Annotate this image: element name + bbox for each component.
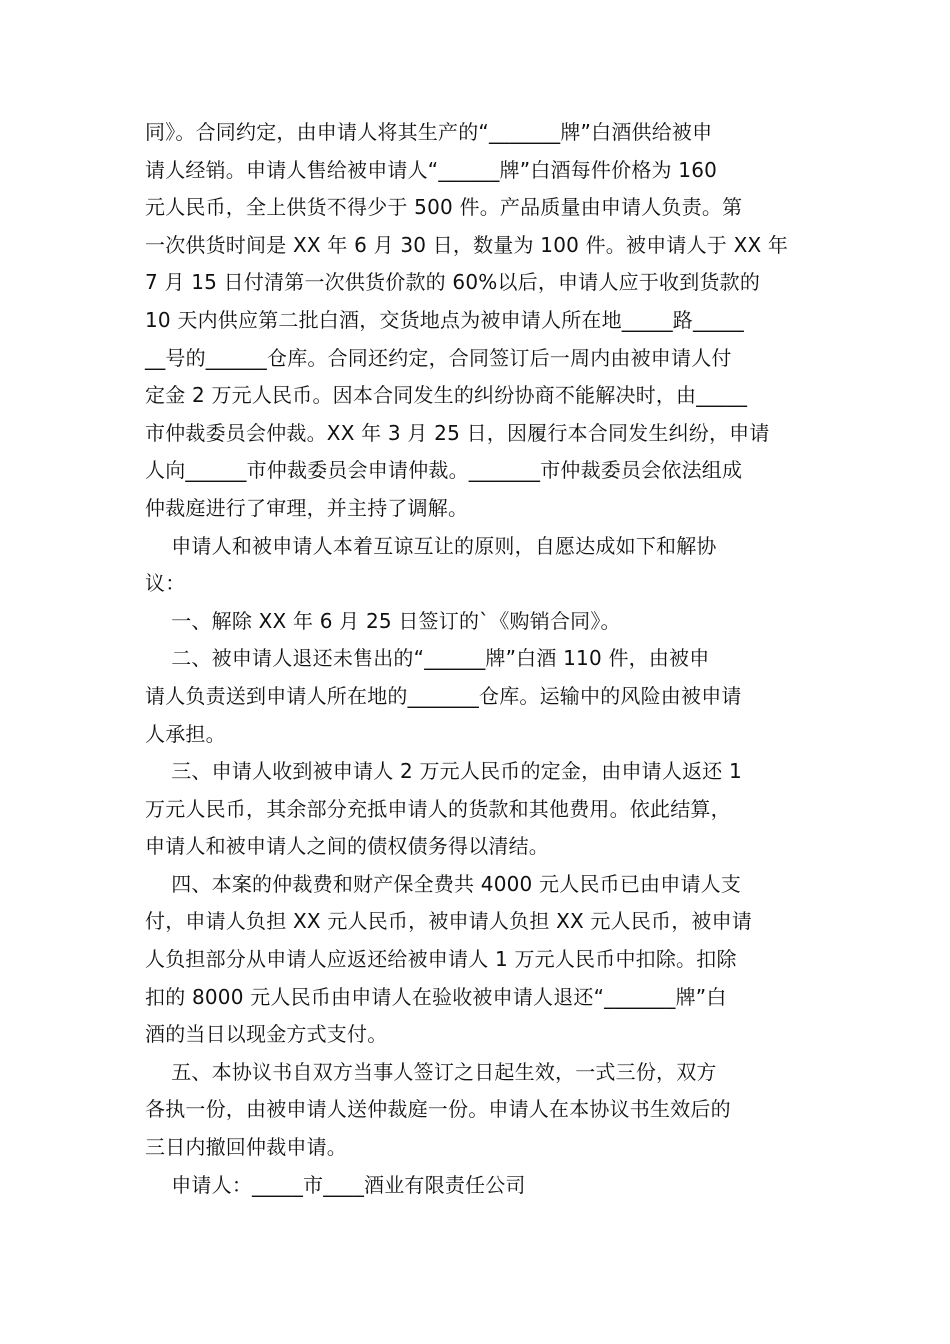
text-line: 元人民币，全上供货不得少于 500 件。产品质量由申请人负责。第 (145, 195, 743, 220)
text-line: 人负担部分从申请人应返还给被申请人 1 万元人民币中扣除。扣除 (145, 947, 737, 972)
text-line: 7 月 15 日付清第一次供货价款的 60%以后，申请人应于收到货款的 (145, 270, 761, 295)
text-line: 二、被申请人退还未售出的“______牌”白酒 110 件，由被申 (145, 646, 710, 671)
text-line: 五、本协议书自双方当事人签订之日起生效，一式三份，双方 (145, 1059, 717, 1084)
text-line: 仲裁庭进行了审理，并主持了调解。 (145, 495, 469, 520)
agreement-text (145, 114, 810, 1204)
text-line: 三日内撤回仲裁申请。 (145, 1135, 347, 1160)
text-line: 申请人和被申请人之间的债权债务得以清结。 (145, 834, 549, 859)
text-line: 酒的当日以现金方式支付。 (145, 1022, 388, 1047)
text-line: 申请人：_____市____酒业有限责任公司 (145, 1172, 526, 1197)
text-line: 各执一份，由被申请人送仲裁庭一份。申请人在本协议书生效后的 (145, 1097, 731, 1122)
text-line: 付，申请人负担 XX 元人民币，被申请人负担 XX 元人民币，被申请 (145, 909, 753, 934)
text-line: 人承担。 (145, 721, 226, 746)
text-line: 三、申请人收到被申请人 2 万元人民币的定金，由申请人返还 1 (145, 759, 742, 784)
text-line: 一、解除 XX 年 6 月 25 日签订的`《购销合同》。 (145, 608, 621, 633)
text-line: 请人经销。申请人售给被申请人“______牌”白酒每件价格为 160 (145, 157, 718, 182)
text-line: 市仲裁委员会仲裁。XX 年 3 月 25 日，因履行本合同发生纠纷，申请 (145, 420, 770, 445)
text-line: 10 天内供应第二批白酒，交货地点为被申请人所在地_____路_____ (145, 307, 745, 332)
text-line: 定金 2 万元人民币。因本合同发生的纠纷协商不能解决时，由_____ (145, 383, 748, 408)
text-line: __号的______仓库。合同还约定，合同签订后一周内由被申请人付 (145, 345, 732, 370)
text-line: 人向______市仲裁委员会申请仲裁。_______市仲裁委员会依法组成 (145, 458, 743, 483)
text-line: 一次供货时间是 XX 年 6 月 30 日，数量为 100 件。被申请人于 XX 年 (145, 232, 789, 257)
text-line: 同》。合同约定，由申请人将其生产的“_______牌”白酒供给被申 (145, 120, 713, 144)
text-line: 四、本案的仲裁费和财产保全费共 4000 元人民币已由申请人支 (145, 871, 742, 896)
text-line: 议： (145, 571, 186, 596)
text-line: 请人负责送到申请人所在地的_______仓库。运输中的风险由被申请 (145, 683, 742, 708)
text-line: 扣的 8000 元人民币由申请人在验收被申请人退还“_______牌”白 (145, 984, 727, 1009)
text-line: 申请人和被申请人本着互谅互让的原则，自愿达成如下和解协 (145, 533, 717, 558)
text-line: 万元人民币，其余部分充抵申请人的货款和其他费用。依此结算， (145, 796, 731, 821)
